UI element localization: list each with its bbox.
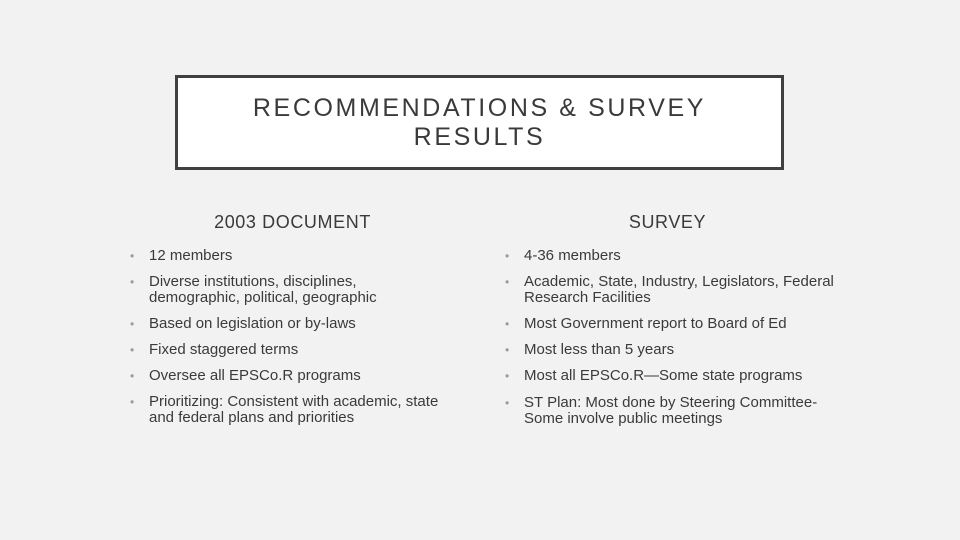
- list-item: • Most Government report to Board of Ed: [505, 315, 787, 332]
- list-item: • 4-36 members: [505, 247, 621, 264]
- right-bullet-list: [505, 248, 835, 437]
- list-item: • Most less than 5 years: [505, 341, 675, 358]
- list-item: • Based on legislation or by-laws: [130, 315, 356, 332]
- list-item: • Fixed staggered terms: [130, 341, 299, 358]
- bullet-icon: •: [505, 343, 510, 357]
- bullet-icon: •: [505, 317, 510, 331]
- list-item: • ST Plan: Most done by Steering Committee-Some involve public meetings: [505, 394, 818, 427]
- title-box: [175, 75, 784, 170]
- bullet-icon: •: [505, 396, 510, 410]
- bullet-icon: •: [130, 395, 135, 409]
- bullet-icon: •: [130, 343, 135, 357]
- bullet-icon: •: [130, 249, 135, 263]
- left-column-heading: 2003 DOCUMENT: [214, 212, 371, 232]
- bullet-icon: •: [130, 317, 135, 331]
- bullet-icon: •: [505, 249, 510, 263]
- list-item: • Most all EPSCo.R—Some state programs: [505, 367, 803, 384]
- bullet-icon: •: [130, 275, 135, 289]
- right-column-heading: SURVEY: [628, 212, 707, 232]
- list-item: • 12 members: [130, 247, 233, 264]
- bullet-icon: •: [505, 275, 510, 289]
- list-item: • Academic, State, Industry, Legislators, Federal Research Facilities: [505, 273, 834, 306]
- slide-title: RECOMMENDATIONS & SURVEY RESULTS: [252, 93, 707, 151]
- list-item: • Diverse institutions, disciplines, demographic, political, geographic: [130, 273, 377, 306]
- left-bullet-list: [130, 248, 450, 436]
- list-item: • Oversee all EPSCo.R programs: [130, 367, 361, 384]
- bullet-icon: •: [505, 369, 510, 383]
- bullet-icon: •: [130, 369, 135, 383]
- list-item: • Prioritizing: Consistent with academic, state and federal plans and priorities: [130, 393, 439, 426]
